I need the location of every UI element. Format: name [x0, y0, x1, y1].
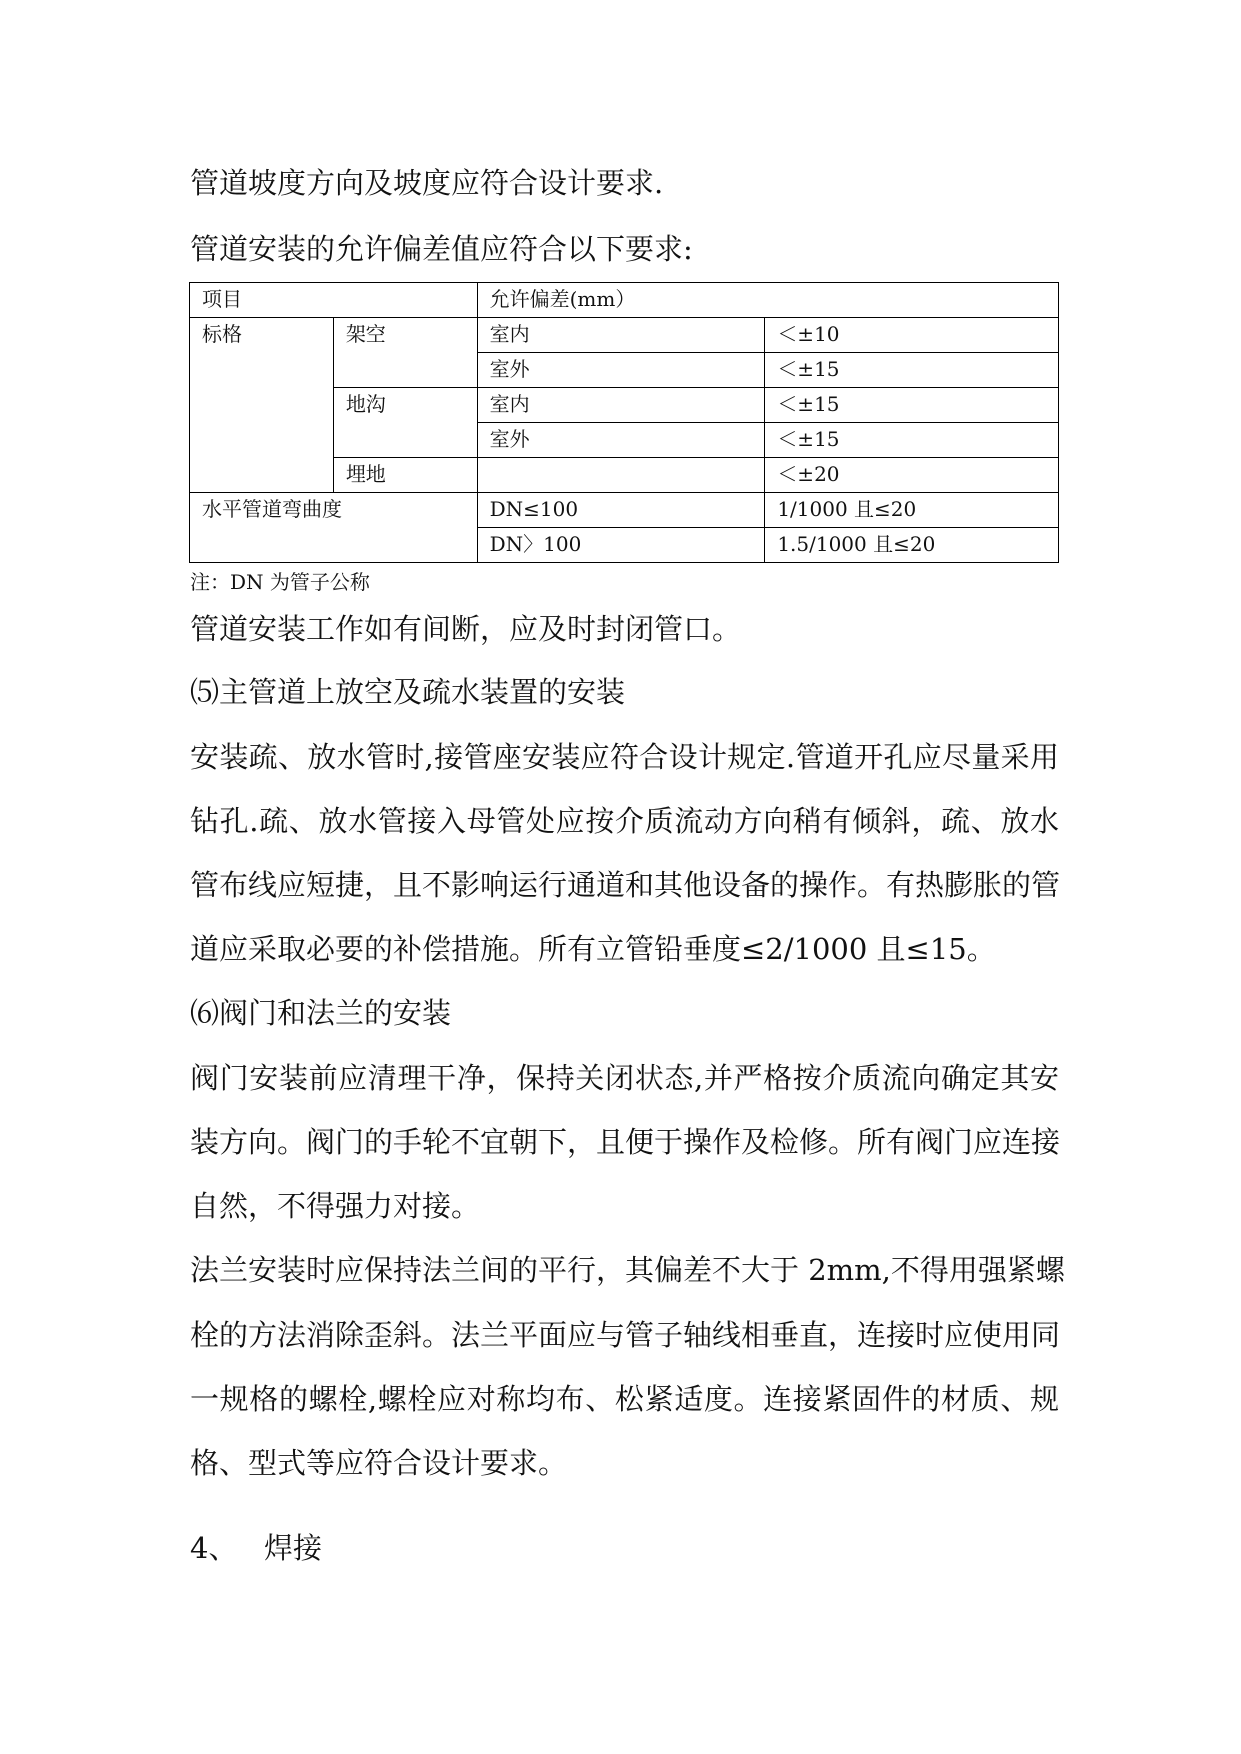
cell-biaoge: 标格 — [190, 318, 334, 493]
cell-digou: 地沟 — [333, 388, 477, 458]
paragraph-valve-line: 阀门安装前应清理干净，保持关闭状态,并严格按介质流向确定其安 — [190, 1061, 1059, 1095]
header-tolerance: 允许偏差(mm） — [477, 283, 1058, 318]
paragraph-slope: 管道坡度方向及坡度应符合设计要求. — [190, 166, 664, 200]
cell-value: ＜±15 — [765, 423, 1059, 458]
cell-tol-le: 1/1000 且≤20 — [765, 493, 1059, 528]
cell-dn-le: DN≤100 — [477, 493, 765, 528]
paragraph-flange-line: 格、型式等应符合设计要求。 — [190, 1446, 568, 1480]
cell-bend: 水平管道弯曲度 — [190, 493, 478, 563]
cell-jiakong: 架空 — [333, 318, 477, 388]
cell-outdoor: 室外 — [477, 423, 765, 458]
table-row — [190, 283, 1059, 318]
section-heading-4 — [190, 1529, 322, 1567]
paragraph-drain-line: 道应采取必要的补偿措施。所有立管铅垂度≤2/1000 且≤15。 — [190, 932, 996, 966]
cell-dn-gt: DN〉100 — [477, 528, 765, 563]
section-heading-6: ⑹阀门和法兰的安装 — [190, 996, 452, 1030]
cell-value: ＜±15 — [765, 388, 1059, 423]
cell-empty — [477, 458, 765, 493]
cell-maidi: 埋地 — [333, 458, 477, 493]
cell-value: ＜±20 — [765, 458, 1059, 493]
paragraph-drain-line: 管布线应短捷，且不影响运行通道和其他设备的操作。有热膨胀的管 — [190, 868, 1061, 902]
section-heading-5: ⑸主管道上放空及疏水装置的安装 — [190, 675, 626, 709]
cell-value: ＜±15 — [765, 353, 1059, 388]
table-note: 注：DN 为管子公称 — [190, 570, 370, 594]
paragraph-valve-line: 装方向。阀门的手轮不宜朝下，且便于操作及检修。所有阀门应连接 — [190, 1125, 1061, 1159]
paragraph-flange-line: 栓的方法消除歪斜。法兰平面应与管子轴线相垂直，连接时应使用同 — [190, 1318, 1061, 1352]
paragraph-tolerance-intro: 管道安装的允许偏差值应符合以下要求: — [190, 232, 693, 266]
section-title: 焊接 — [264, 1531, 323, 1565]
paragraph-flange-line: 一规格的螺栓,螺栓应对称均布、松紧适度。连接紧固件的材质、规 — [190, 1382, 1059, 1416]
cell-value: ＜±10 — [765, 318, 1059, 353]
paragraph-flange-line: 法兰安装时应保持法兰间的平行，其偏差不大于 2mm,不得用强紧螺 — [190, 1253, 1065, 1287]
section-number: 4、 — [190, 1531, 238, 1565]
table-row — [190, 493, 1059, 528]
tolerance-table — [189, 282, 1059, 563]
cell-outdoor: 室外 — [477, 353, 765, 388]
table-row — [190, 318, 1059, 353]
cell-tol-gt: 1.5/1000 且≤20 — [765, 528, 1059, 563]
header-item: 项目 — [190, 283, 478, 318]
paragraph-drain-line: 安装疏、放水管时,接管座安装应符合设计规定.管道开孔应尽量采用 — [190, 740, 1059, 774]
cell-indoor: 室内 — [477, 388, 765, 423]
paragraph-valve-line: 自然，不得强力对接。 — [190, 1189, 481, 1223]
paragraph-drain-line: 钻孔.疏、放水管接入母管处应按介质流动方向稍有倾斜，疏、放水 — [190, 804, 1059, 838]
cell-indoor: 室内 — [477, 318, 765, 353]
paragraph-interruption: 管道安装工作如有间断，应及时封闭管口。 — [190, 612, 742, 646]
